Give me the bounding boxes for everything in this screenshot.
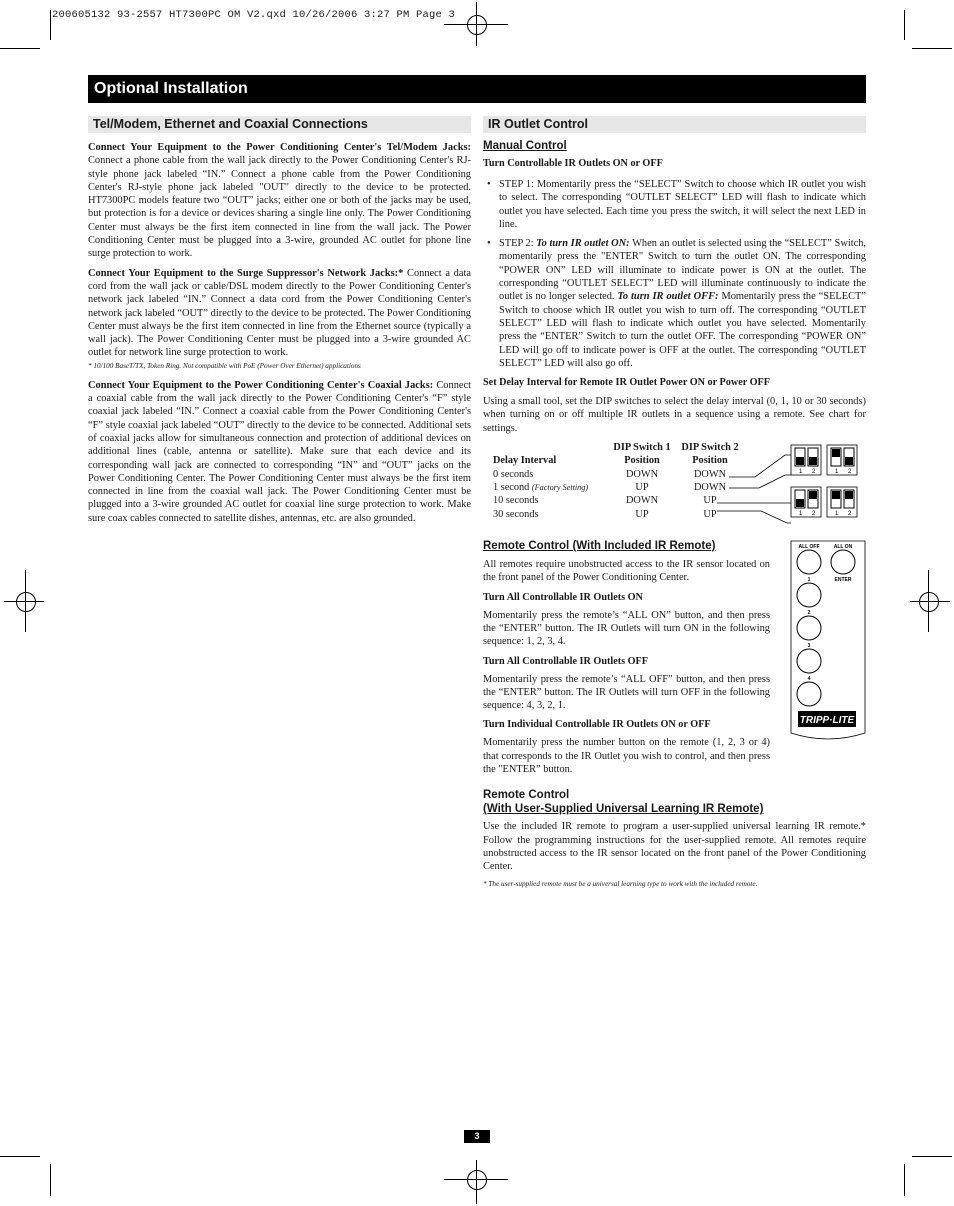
dip-col1-header: Delay Interval (493, 455, 557, 467)
page-title: Optional Installation (88, 75, 866, 103)
steps-list (483, 178, 866, 370)
paragraph-coaxial (88, 379, 471, 525)
remote-body: All remotes require unobstructed access to the IR sensor located on the front panel of the Power Conditioning Center. (483, 559, 770, 584)
remote-section (483, 539, 866, 776)
individual-body: Momentarily press the number button on the remote (1, 2, 3 or 4) that corresponds to the IR Outlet you wish to control, and then press the "ENTER” button. (483, 737, 770, 776)
dip-switch-diagram (713, 441, 863, 525)
step-1: • STEP 1: Momentarily press the “SELECT” Switch to choose which IR outlet you wish to select. The corresponding “OUTLET SELECT” LED will flash to indicate which outlet you have selected. Each time you press the switch, it will select the next LED in line. (483, 178, 866, 231)
section-heading-connections: Tel/Modem, Ethernet and Coaxial Connections (88, 116, 471, 133)
dip-switch-set-1 (791, 445, 821, 475)
body-tel-modem: Connect a phone cable from the wall jack directly to the Power Conditioning Center's RJ-style phone jack labeled “IN.” Connect a phone cable from the Power Conditioning Center's RJ-style phone jack labeled "OUT" directly to the device to be protected. HT7300PC models feature two “OUT” jacks; either one or both of the jacks may be used, but protection is for a device or devices sharing a single line only. The Power Conditioning Center must always be the first item connected in line from the wall jack. The Power Conditioning Center must be plugged into a 3-wire, grounded AC outlet for phone line surge protection to work. (88, 155, 471, 260)
svg-text:2: 2 (812, 469, 816, 476)
delay-subheading: Set Delay Interval for Remote IR Outlet Power ON or Power OFF (483, 377, 770, 389)
manual-control-heading: Manual Control (483, 140, 567, 152)
universal-remote-section (483, 788, 866, 888)
table-row: 10 seconds DOWN UP (493, 495, 717, 507)
svg-text:2: 2 (812, 511, 816, 518)
all-off-button (797, 550, 821, 574)
outlet-1-button (797, 583, 821, 607)
svg-text:TRIPP·LITE: TRIPP·LITE (799, 715, 855, 727)
delay-body: Using a small tool, set the DIP switches to select the delay interval (0, 1, 10 or 30 seconds) when turning on or off multiple IR outlets in a sequence using a remote. See chart for settings. (483, 396, 866, 434)
dip-switch-set-3 (791, 487, 821, 517)
svg-text:3: 3 (807, 643, 811, 650)
page-number: 3 (464, 1130, 490, 1143)
all-on-subheading: Turn All Controllable IR Outlets ON (483, 591, 643, 603)
svg-text:1: 1 (807, 577, 811, 584)
body-coaxial: Connect a coaxial cable from the wall jack directly to the Power Conditioning Center's “F” style coaxial jack labeled “IN.” Connect a coaxial cable from the Power Conditioning Center's “F” style coaxial jack labeled “OUT” directly to the device to be connected. Additional sets of coaxial jacks allow for simultaneous connection and protection of additional devices on additional lines (cable, antenna or satellite). Make sure that each device and its corresponding wall jack are connected to corresponding “IN” and “OUT” jacks on the Power Conditioning Center. The Power Conditioning Center must always be the first item connected in line from the coaxial wall jack. The Power Conditioning Center must be plugged into a 3-wire grounded AC outlet for coaxial line surge protection to work. Make sure coax cables connected to satellite dishes, antennas, etc. are also grounded. (88, 379, 471, 524)
dip-col2-header-a: DIP Switch 1 (613, 442, 671, 454)
svg-text:1: 1 (835, 511, 839, 518)
svg-text:2: 2 (807, 610, 811, 617)
step-2: • STEP 2: To turn IR outlet ON: When an outlet is selected using the “SELECT” Switch, momentarily press the "ENTER" Switch to turn the outlet ON. The corresponding “POWER ON” LED will illuminate to indicate power is ON at the outlet. The corresponding “OUTLET SELECT” LED will illuminate continuously to indicate the outlet is no longer selected. To turn IR outlet OFF: Momentarily press the “SELECT” Switch to choose which IR outlet you wish to turn off. The corresponding “OUTLET SELECT” LED will flash to indicate which outlet you have selected. Momentarily press the “ENTER” Switch to turn the outlet OFF. The corresponding “POWER ON” LED will go off to indicate power is OFF at the outlet. The corresponding “OUTLET SELECT” LED will also go off. (483, 237, 866, 370)
body-network: Connect a data cord from the wall jack or cable/DSL modem directly to the Power Conditioning Center's network jack labeled “IN.” Connect a data cord from the Power Conditioning Center's network jack labeled “OUT” directly to the device to be protected. The Power Conditioning Center must always be the first item connected in line from the Ethernet source (typically a wall jack). The Power Conditioning Center must be plugged into a 3-wire grounded AC outlet for network line surge protection to work. (88, 267, 471, 359)
individual-subheading: Turn Individual Controllable IR Outlets ON or OFF (483, 719, 711, 731)
svg-text:1: 1 (799, 469, 803, 476)
manual-subheading: Turn Controllable IR Outlets ON or OFF (483, 158, 663, 169)
left-column (88, 116, 471, 531)
dip-col3-header-b: Position (692, 455, 728, 467)
paragraph-tel-modem (88, 141, 471, 261)
footnote-network: * 10/100 BaseT/TX, Token Ring. Not compatible with PoE (Power Over Ethernet) applications (88, 361, 361, 370)
svg-text:4: 4 (807, 676, 811, 683)
all-off-subheading: Turn All Controllable IR Outlets OFF (483, 655, 648, 667)
table-row: 1 second (Factory Setting) UP DOWN (493, 481, 727, 493)
table-row: 30 seconds UP UP (493, 508, 717, 520)
all-off-body: Momentarily press the remote’s “ALL OFF” button, and then press the “ENTER” button. The IR Outlets will turn OFF in the following sequence: 4, 3, 2, 1. (483, 673, 770, 712)
all-on-body: Momentarily press the remote’s “ALL ON” button, and then press the “ENTER” button. The IR Outlets will turn ON in the following sequence: 1, 2, 3, 4. (483, 609, 770, 648)
lead-tel-modem: Connect Your Equipment to the Power Conditioning Center's Tel/Modem Jacks: (88, 142, 471, 153)
svg-text:2: 2 (848, 469, 852, 476)
svg-text:ALL ON: ALL ON (833, 544, 853, 551)
universal-heading-1: Remote Control (483, 789, 570, 802)
paragraph-network (88, 267, 471, 360)
universal-heading-2: (With User-Supplied Universal Learning IR Remote) (483, 803, 764, 816)
dip-switch-set-2 (827, 445, 857, 475)
right-column (483, 116, 866, 897)
table-row: 0 seconds DOWN DOWN (493, 468, 727, 480)
all-on-button (831, 550, 855, 574)
outlet-4-button (797, 682, 821, 706)
svg-text:2: 2 (848, 511, 852, 518)
dip-switch-chart (483, 441, 866, 531)
section-heading-ir: IR Outlet Control (483, 116, 866, 133)
svg-text:ALL OFF: ALL OFF (798, 544, 820, 551)
universal-footnote: * The user-supplied remote must be a universal learning type to work with the included remote. (483, 879, 758, 888)
dip-switch-set-4 (827, 487, 857, 517)
universal-body: Use the included IR remote to program a user-supplied universal learning IR remote.* Follow the programming instructions for the user-supplied remote. All remotes require unobstructed access to the IR sensor located on the front panel of the Power Conditioning Center. (483, 821, 866, 873)
lead-network: Connect Your Equipment to the Surge Suppressor's Network Jacks:* (88, 267, 404, 279)
remote-illustration (787, 537, 867, 741)
dip-col2-header-b: Position (624, 455, 660, 467)
remote-heading: Remote Control (With Included IR Remote) (483, 540, 716, 553)
svg-text:1: 1 (799, 511, 803, 518)
dip-col3-header-a: DIP Switch 2 (681, 442, 739, 454)
outlet-3-button (797, 649, 821, 673)
outlet-2-button (797, 616, 821, 640)
lead-coaxial: Connect Your Equipment to the Power Conditioning Center's Coaxial Jacks: (88, 379, 434, 391)
dip-table (493, 441, 744, 521)
svg-text:ENTER: ENTER (834, 577, 852, 584)
svg-text:1: 1 (835, 469, 839, 476)
slug-line: 200605132 93-2557 HT7300PC OM V2.qxd 10/26/2006 3:27 PM Page 3 (52, 9, 456, 21)
